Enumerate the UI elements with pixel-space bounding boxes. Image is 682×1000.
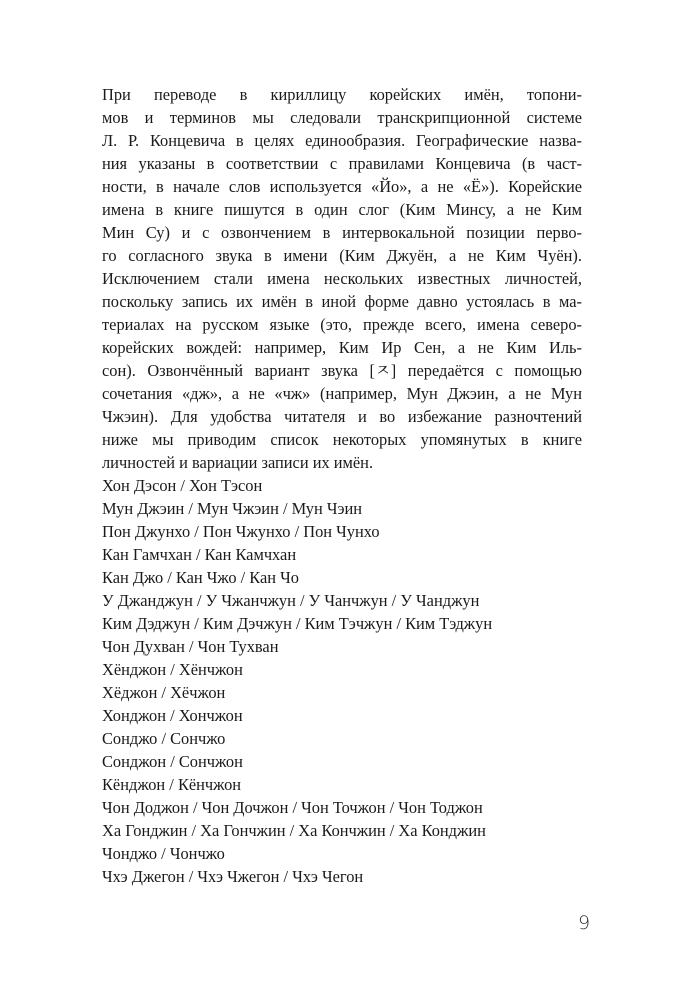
- list-item: Кан Гамчхан / Кан Камчхан: [102, 545, 297, 564]
- paragraph-line: ния указаны в соответствии с правилами Концевича (в част-: [102, 154, 582, 173]
- paragraph-line: Исключением стали имена нескольких известных личностей,: [102, 269, 582, 288]
- list-item: Чхэ Джегон / Чхэ Чжегон / Чхэ Чегон: [102, 867, 364, 886]
- paragraph-line: корейских вождей: например, Ким Ир Сен, а не Ким Иль-: [102, 338, 582, 357]
- paragraph-line: го согласного звука в имени (Ким Джуён, а не Ким Чуён).: [102, 246, 582, 265]
- paragraph-line: мов и терминов мы следовали транскрипционной системе: [102, 108, 582, 127]
- list-item: Мун Джэин / Мун Чжэин / Мун Чэин: [102, 499, 363, 518]
- paragraph-line: При переводе в кириллицу корейских имён, топони-: [102, 85, 582, 104]
- paragraph-line: сон). Озвончённый вариант звука [ㅈ] передаётся с помощью: [102, 361, 582, 380]
- list-item: Кёнджон / Кёнчжон: [102, 775, 242, 794]
- text-block: [102, 83, 582, 888]
- list-item: Сонджон / Сончжон: [102, 752, 243, 771]
- list-item: Хонджон / Хончжон: [102, 706, 243, 725]
- list-item: Ким Дэджун / Ким Дэчжун / Ким Тэчжун / Ким Тэджун: [102, 614, 493, 633]
- list-item: У Джанджун / У Чжанчжун / У Чанчжун / У Чанджун: [102, 591, 480, 610]
- page-number: 9: [578, 912, 591, 934]
- paragraph-line: териалах на русском языке (это, прежде всего, имена северо-: [102, 315, 582, 334]
- paragraph-line: личностей и вариации записи их имён.: [102, 453, 374, 472]
- list-item: Чон Духван / Чон Тухван: [102, 637, 279, 656]
- list-item: Кан Джо / Кан Чжо / Кан Чо: [102, 568, 299, 587]
- list-item: Хон Дэсон / Хон Тэсон: [102, 476, 263, 495]
- list-item: Чонджо / Чончжо: [102, 844, 225, 863]
- paragraph-line: ниже мы приводим список некоторых упомянутых в книге: [102, 430, 582, 449]
- transliteration-note-paragraph: [102, 83, 582, 474]
- list-item: Хёнджон / Хёнчжон: [102, 660, 243, 679]
- list-item: Ха Гонджин / Ха Гончжин / Ха Кончжин / Ха Конджин: [102, 821, 486, 840]
- list-item: Сонджо / Сончжо: [102, 729, 226, 748]
- paragraph-line: имена в книге пишутся в один слог (Ким Минсу, а не Ким: [102, 200, 582, 219]
- paragraph-line: Л. Р. Концевича в целях единообразия. Географические назва-: [102, 131, 582, 150]
- paragraph-line: Мин Су) и с озвончением в интервокальной позиции перво-: [102, 223, 582, 242]
- paragraph-line: ности, в начале слов используется «Йо», а не «Ё»). Корейские: [102, 177, 582, 196]
- paragraph-line: Чжэин). Для удобства читателя и во избежание разночтений: [102, 407, 582, 426]
- list-item: Хёджон / Хёчжон: [102, 683, 226, 702]
- paragraph-line: сочетания «дж», а не «чж» (например, Мун Джэин, а не Мун: [102, 384, 582, 403]
- name-variants-list: [102, 474, 582, 888]
- list-item: Чон Доджон / Чон Дочжон / Чон Точжон / Чон Тоджон: [102, 798, 483, 817]
- list-item: Пон Джунхо / Пон Чжунхо / Пон Чунхо: [102, 522, 380, 541]
- paragraph-line: поскольку запись их имён в иной форме давно устоялась в ма-: [102, 292, 582, 311]
